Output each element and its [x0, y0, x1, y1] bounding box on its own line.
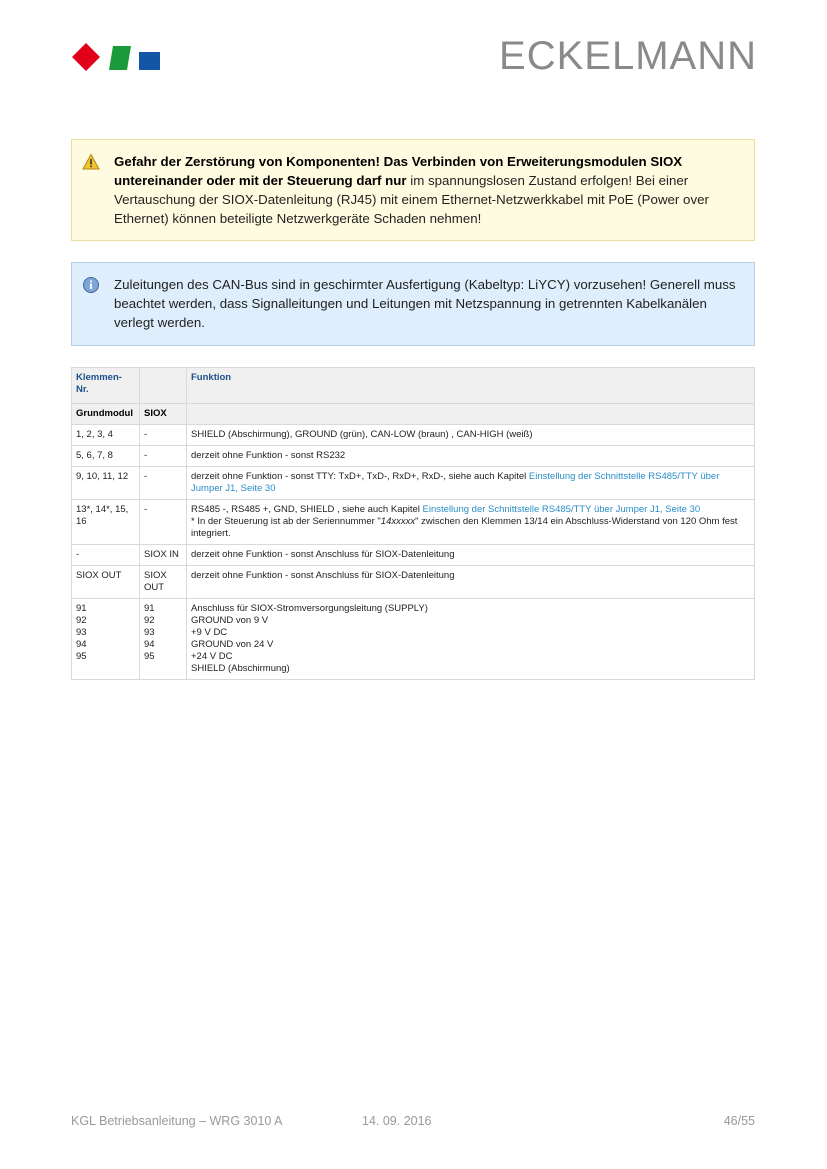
table-row — [72, 566, 755, 599]
table-row — [72, 446, 755, 467]
supply-function: Anschluss für SIOX-Stromversorgungsleitung (SUPPLY) — [191, 603, 428, 614]
supply-terminal: 91 — [76, 603, 87, 614]
cell-function: derzeit ohne Funktion - sonst Anschluss für SIOX-Datenleitung — [187, 545, 755, 566]
supply-function: GROUND von 9 V — [191, 615, 269, 626]
brand-wordmark: ECKELMANN — [499, 34, 757, 78]
warning-text — [114, 152, 738, 228]
supply-function: GROUND von 24 V — [191, 639, 274, 650]
function-text: RS485 -, RS485 +, GND, SHIELD , siehe auch Kapitel — [191, 504, 423, 515]
function-text: derzeit ohne Funktion - sonst TTY: TxD+, TxD-, RxD+, RxD-, siehe auch Kapitel — [191, 471, 529, 482]
subheader-empty — [187, 404, 755, 425]
cell-siox: - — [140, 425, 187, 446]
cell-siox: - — [140, 446, 187, 467]
cell-grundmodul — [72, 599, 140, 680]
info-box — [71, 262, 755, 346]
cell-grundmodul: 1, 2, 3, 4 — [72, 425, 140, 446]
table-row — [72, 467, 755, 500]
header-function: Funktion — [187, 368, 755, 404]
subheader-grundmodul: Grundmodul — [72, 404, 140, 425]
logo-red-diamond — [72, 43, 100, 71]
supply-terminal: 93 — [144, 627, 155, 638]
cell-grundmodul: - — [72, 545, 140, 566]
header-empty — [140, 368, 187, 404]
termination-note-suffix: " zwischen den Klemmen 13/14 ein Abschluss-Widerstand von 120 Ohm fest integriert. — [191, 516, 738, 539]
termination-note-prefix: * In der Steuerung ist ab der Seriennummer " — [191, 516, 381, 527]
cell-function — [187, 599, 755, 680]
subheader-siox: SIOX — [140, 404, 187, 425]
table-subheader-row — [72, 404, 755, 425]
supply-terminal: 94 — [144, 639, 155, 650]
warning-bold-text: Gefahr der Zerstörung von Komponenten! Das Verbinden von Erweiterungsmodulen SIOX untereinander oder mit der Steuerung darf nur — [114, 154, 683, 188]
supply-terminal: 95 — [144, 651, 155, 662]
terminal-table — [71, 367, 755, 680]
cell-function — [187, 500, 755, 545]
logo-blue-square — [139, 52, 160, 70]
table-header-row — [72, 368, 755, 404]
supply-function: SHIELD (Abschirmung) — [191, 663, 290, 674]
chapter-link-rs485-tty[interactable]: Einstellung der Schnittstelle RS485/TTY über Jumper J1, Seite 30 — [422, 504, 701, 515]
supply-terminal: 91 — [144, 603, 155, 614]
cell-function: derzeit ohne Funktion - sonst Anschluss für SIOX-Datenleitung — [187, 566, 755, 599]
header-terminal-no: Klemmen-Nr. — [72, 368, 140, 404]
footer-page-number: 46/55 — [723, 1114, 755, 1128]
cell-siox: SIOX OUT — [140, 566, 187, 599]
supply-terminal: 95 — [76, 651, 87, 662]
cell-grundmodul: SIOX OUT — [72, 566, 140, 599]
warning-icon — [82, 153, 100, 171]
cell-grundmodul: 13*, 14*, 15, 16 — [72, 500, 140, 545]
warning-regular-text: im spannungslosen Zustand erfolgen! Bei einer Vertauschung der SIOX-Datenleitung (RJ45) mit einem Ethernet-Netzwerkkabel mit PoE (Power over Ethernet) können beteiligte Netzwerkgeräte Schaden nehmen! — [114, 173, 709, 226]
table-row — [72, 425, 755, 446]
table-row — [72, 545, 755, 566]
cell-siox: - — [140, 467, 187, 500]
supply-function: +24 V DC — [191, 651, 233, 662]
footer-document-title: KGL Betriebsanleitung – WRG 3010 A — [71, 1114, 283, 1128]
cell-siox: SIOX IN — [140, 545, 187, 566]
supply-terminal: 92 — [76, 615, 87, 626]
cell-function — [187, 467, 755, 500]
supply-terminal: 92 — [144, 615, 155, 626]
info-text: Zuleitungen des CAN-Bus sind in geschirmter Ausfertigung (Kabeltyp: LiYCY) vorzusehen! Generell muss beachtet werden, dass Signalleitungen und Leitungen mit Netzspannung in getrennten Kabelkanälen verlegt werden. — [114, 277, 736, 330]
footer-date: 14. 09. 2016 — [362, 1114, 432, 1128]
supply-terminal: 93 — [76, 627, 87, 638]
cell-function: derzeit ohne Funktion - sonst RS232 — [187, 446, 755, 467]
cell-function: SHIELD (Abschirmung), GROUND (grün), CAN-LOW (braun) , CAN-HIGH (weiß) — [187, 425, 755, 446]
supply-terminal: 94 — [76, 639, 87, 650]
table-row — [72, 500, 755, 545]
table-row-supply — [72, 599, 755, 680]
cell-grundmodul: 9, 10, 11, 12 — [72, 467, 140, 500]
chapter-link-rs485-tty[interactable]: Einstellung der Schnittstelle RS485/TTY über Jumper J1, Seite 30 — [191, 471, 720, 494]
cell-siox: - — [140, 500, 187, 545]
logo-green-parallelogram — [109, 46, 131, 70]
supply-function: +9 V DC — [191, 627, 228, 638]
eckelmann-logo — [71, 42, 163, 72]
serial-number-pattern: 14xxxxx — [380, 516, 416, 527]
cell-grundmodul: 5, 6, 7, 8 — [72, 446, 140, 467]
cell-siox — [140, 599, 187, 680]
info-icon — [82, 276, 100, 294]
warning-box — [71, 139, 755, 241]
